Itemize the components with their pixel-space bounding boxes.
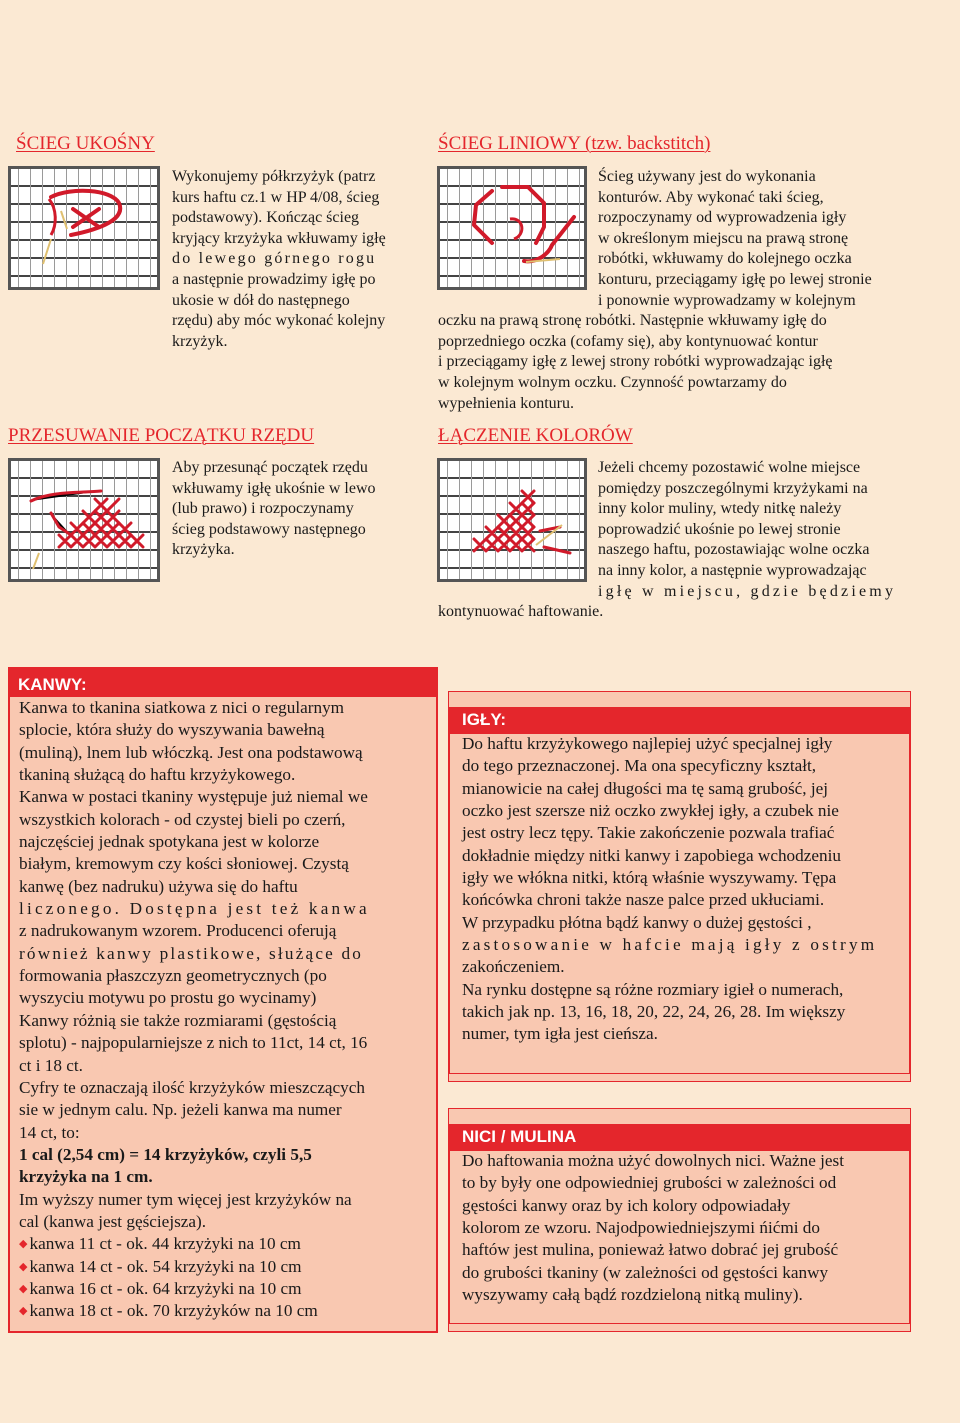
igly-title: IGŁY: — [462, 710, 507, 729]
kanwy-text: Kanwa to tkanina siatkowa z nici o regularnym splocie, która służy do wyszywania bawełną (muliną), lnem lub włóczką. Jest ona podstawową tkaniną służącą do haftu krzyżykowego. Kanwa w postaci tkaniny występuje już niemal we wszystkich kolorach - od czystej bieli po czerń, najczęściej jednak spotykana jest w kolorze białym, kremowym czy kości słoniowej. Czystą kanwę (bez nadruku) używa się do haftu liczonego. Dostępna jest też kanwa z nadrukowanym wzorem. Producenci oferują również kanwy plastikowe, służące do formowania płaszczyzn geometrycznych (po wyszyciu motywu po prostu go wycinamy) Kanwy różnią sie także rozmiarami (gęstością splotu) - najpopularniejsze z nich to 11ct, 14 ct, 16 ct i 18 ct. Cyfry te oznaczają ilość krzyżyków mieszczących sie w jednym calu. Np. jeżeli kanwa ma numer 14 ct, to: 1 cal (2,54 cm) = 14 krzyżyków, czyli 5,5 krzyżyka na 1 cm. Im wyższy numer tym więcej jest krzyżyków na cal (kanwa jest gęściejsza). ◆ kanwa 11 ct - ok. 44 krzyżyki na 10 cm ◆ kanwa 14 ct - ok. 54 krzyżyki na 10 cm ◆ kanwa 16 ct - ok. 64 krzyżyki na 10 cm ◆ kanwa 18 ct - ok. 70 krzyżyków na 10 cm — [19, 697, 423, 1323]
kanwy-title: KANWY: — [18, 675, 87, 694]
igly-header-bar — [448, 707, 911, 733]
section-title-backstitch: ŚCIEG LINIOWY (tzw. backstitch) — [438, 133, 711, 154]
row-shift-text: Aby przesunąć początek rzędu wkłuwamy igłę ukośnie w lewo (lub prawo) i rozpoczynamy ścieg podstawowy następnego krzyżyka. — [172, 459, 376, 559]
kanwy-box — [8, 667, 438, 1333]
row-shift-illustration — [8, 458, 160, 582]
section-title-color-join: ŁĄCZENIE KOLORÓW — [438, 425, 633, 446]
diagonal-stitch-text: Wykonujemy półkrzyżyk (patrz kurs haftu cz.1 w HP 4/08, ścieg podstawowy). Kończąc ścieg kryjący krzyżyka wkłuwamy igłę do lewego górnego rogu a następnie prowadzimy igłę po ukosie w dół do następnego rzędu) aby móc wykonać kolejny krzyżyk. — [172, 168, 386, 350]
nici-text: Do haftowania można użyć dowolnych nici. Ważne jest to by były one odpowiedniej grubości w zależności od gęstości kanwy oraz by ich kolory odpowiadały kolorom ze wzoru. Najodpowiedniejszymi ńićmi do haftów jest mulina, ponieważ łatwo dobrać jej grubość do grubości tkaniny (w zależności od gęstości kanwy wyszywamy całą bądź rozdzieloną nitką muliny). — [462, 1151, 845, 1305]
backstitch-text: Ścieg używany jest do wykonania konturów. Aby wykonać taki ścieg, rozpoczynamy od wyprowadzenia igły w określonym miejscu na prawą stronę robótki, wkłuwamy do kolejnego oczka konturu, przeciągamy igłę po lewej stronie i ponownie wyprowadzamy w kolejnym oczku na prawą stronę robótki. Następnie wkłuwamy igłę do poprzedniego oczka (cofamy się), aby kontynuować kontur i przeciągamy igłę z lewej strony robótki wyprowadzając igłę w kolejnym wolnym oczku. Czynność powtarzamy do wypełnienia konturu. — [438, 168, 872, 412]
kanwy-bullet: ◆ kanwa 11 ct - ok. 44 krzyżyki na 10 cm — [19, 1234, 301, 1254]
kanwy-bullet: ◆ kanwa 18 ct - ok. 70 krzyżyków na 10 cm — [19, 1301, 318, 1321]
nici-title: NICI / MULINA — [462, 1127, 577, 1146]
color-join-text: Jeżeli chcemy pozostawić wolne miejsce pomiędzy poszczególnymi krzyżykami na inny kolor muliny, wtedy nitkę należy poprowadzić ukośnie po lewej stronie naszego haftu, pozostawiając wolne oczka na inny kolor, a następnie wyprowadzając igłę w miejscu, gdzie będziemy kontynuować haftowanie. — [438, 459, 897, 621]
igly-text: Do haftu krzyżykowego najlepiej użyć specjalnej igły do tego przeznaczonej. Ma ona specyficzny kształt, mianowicie na całej długości ma tę samą grubość, jej oczko jest szersze niż oczko zwykłej igły, a czubek nie jest ostry lecz tępy. Takie zakończenie pozwala trafiać dokładnie między nitki kanwy i zapobiega wchodzeniu igły we włókna nitki, którą właśnie wyszywamy. Tępa końcówka chroni także nasze palce przed ukłuciami. W przypadku płótna bądź kanwy o dużej gęstości , zastosowanie w hafcie mają igły z ostrym zakończeniem. Na rynku dostępne są różne rozmiary igieł o numerach, takich jak np. 13, 16, 18, 20, 22, 24, 26, 28. Im większy numer, tym igła jest cieńsza. — [462, 734, 878, 1044]
kanwy-bullet: ◆ kanwa 16 ct - ok. 64 krzyżyki na 10 cm — [19, 1278, 302, 1298]
section-title-row-shift: PRZESUWANIE POCZĄTKU RZĘDU — [8, 425, 315, 446]
diagonal-stitch-illustration — [8, 166, 160, 290]
section-title-diagonal: ŚCIEG UKOŚNY — [16, 133, 155, 154]
kanwy-bullet: ◆ kanwa 14 ct - ok. 54 krzyżyki na 10 cm — [19, 1256, 302, 1276]
